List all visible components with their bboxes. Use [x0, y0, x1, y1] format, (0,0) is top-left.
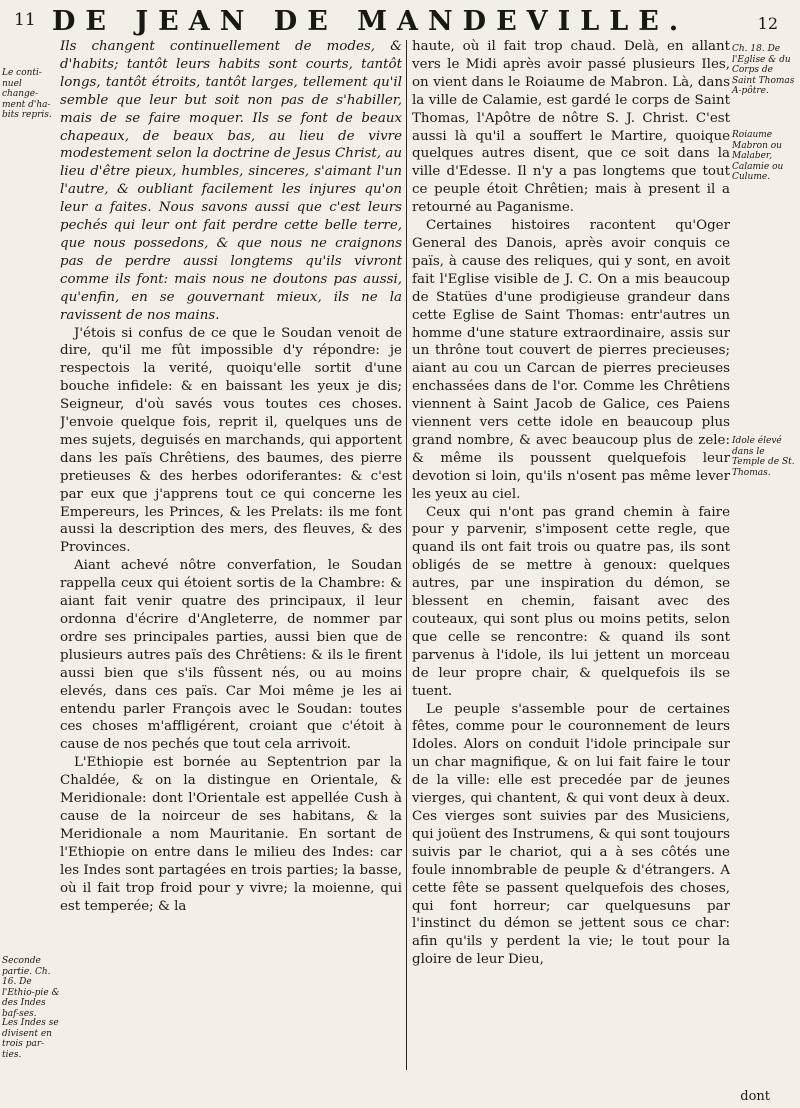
margin-note: Le conti-nuel change-ment d'ha-bits repris. — [2, 68, 52, 120]
paragraph: L'Ethiopie est bornée au Septentrion par la Chaldée, & on la distingue en Orientale, & Meridionale: dont l'Orientale est appellée Cush à cause de la noirceur de ses habitans, & la Meridionale a nom Mauritanie. En sortant de l'Ethiopie on entre dans le milieu des Indes: car les Indes sont partagées en trois parties; la basse, où il fait trop froid pour y vivre; la moienne, qui est temperée; & la — [60, 755, 402, 914]
page-header — [0, 6, 800, 36]
margin-note: Seconde partie. Ch. 16. De l'Ethio-pie & des Indes baf-ses. — [2, 956, 60, 1019]
column-divider — [406, 40, 407, 1070]
margin-note: Roiaume Mabron ou Malaber, Calamie ou Culume. — [732, 130, 784, 182]
paragraph: J'étois si confus de ce que le Soudan venoit de dire, qu'il me fût impossible d'y répondre: je respectois la verité, quoiqu'elle sortit d'une bouche infidele: & en baissant les yeux je dis; Seigneur, d'où savés vous toutes ces choses. J'envoie quelque fois, reprit il, quelques uns de mes sujets, deguisés en marchands, qui apportent dans les païs Chrêtiens, des baumes, des pierre pretieuses & des herbes odoriferantes: & c'est par eux que j'apprens tout ce qui concerne les Empereurs, les Princes, & les Prelats: ils me font aussi la description des mers, des fleuves, & des Provinces. — [60, 325, 402, 556]
right-text-column — [412, 38, 730, 1098]
catchword: dont — [740, 1089, 770, 1104]
margin-note: Ch. 18. De l'Eglise & du Corps de Saint Thomas A-pôtre. — [732, 44, 795, 96]
paragraph: Le peuple s'assemble pour de certaines fêtes, comme pour le couronnement de leurs Idoles. Alors on conduit l'idole principale sur un char magnifique, & on lui fait faire le tour de la ville: elle est precedée par de jeunes vierges, qui chantent, & qui vont deux à deux. Ces vierges sont suivies par des Musiciens, qui joüent des Instrumens, & qui sont toujours suivis par le chariot, qui a à ses côtés une foule innombrable de peuple & d'étrangers. A cette fête se passent quelquefois des choses, qui font horreur; car quelquesuns par l'instinct du démon se jettent sous ce char: afin qu'ils y perdent la vie; le tout pour la gloire de leur Dieu, — [412, 701, 730, 968]
paragraph: Ils changent continuellement de modes, & d'habits; tantôt leurs habits sont courts, tantôt longs, tantôt étroits, tantôt larges, tellement qu'il semble que leur but soit non pas de s'habiller, mais de se faire moquer. Ils se font de beaux chapeaux, de beaux bas, au lieu de vivre modestement selon la doctrine de Jesus Christ, au lieu d'être pieux, humbles, sinceres, s'aimant l'un l'autre, & oubliant facilement les injures qu'on leur a faites. Nous savons aussi que c'est leurs pechés qui leur ont fait perdre cette belle terre, que nous possedons, & que nous ne craignons pas de perdre aussi longtems qu'ils vivront comme ils font: mais nous ne doutons pas aussi, qu'enfin, en se gouvernant mieux, ils ne la ravissent de nos mains. — [60, 39, 402, 323]
paragraph: haute, où il fait trop chaud. Delà, en allant vers le Midi après avoir passé plusieurs Iles, on vient dans le Roiaume de Mabron. Là, dans la ville de Calamie, est gardé le corps de Saint Thomas, l'Apôtre de nôtre S. J. Christ. C'est aussi là qu'il a souffert le Martire, quoique quelques autres disent, que ce soit dans la ville d'Edesse. Il n'y a pas longtems que tout ce peuple étoit Chrêtien; mais à present il a retourné au Paganisme. — [412, 39, 730, 216]
running-head: DE JEAN DE MANDEVILLE. — [52, 6, 689, 37]
paragraph: Ceux qui n'ont pas grand chemin à faire pour y parvenir, s'imposent cette regle, que quand ils ont fait trois ou quatre pas, ils sont obligés de se mettre à genoux: quelques autres, par une inspiration du démon, se blessent en chemin, faisant avec des couteaux, qui sont plus ou moins petits, selon que celle se rencontre: & quand ils sont parvenus à l'idole, ils lui jettent un morceau de leur propre chair, & quelquefois ils se tuent. — [412, 504, 730, 699]
paragraph: Aiant achevé nôtre converfation, le Soudan rappella ceux qui étoient sortis de la Chambre: & aiant fait venir quatre des principaux, il leur ordonna d'écrire d'Angleterre, de nommer par ordre ses principales parties, aussi bien que de plusieurs autres païs des Chrêtiens: & ils le firent aussi bien que s'ils fûssent nés, ou au moins elevés, dans ces païs. Car Moi même je les ai entendu parler François avec le Soudan: toutes ces choses m'affligérent, croiant que c'étoit à cause de nos pechés que tout cela arrivoit. — [60, 558, 402, 753]
paragraph: Certaines histoires racontent qu'Oger General des Danois, après avoir conquis ce païs, à cause des reliques, qui y sont, en avoit fait l'Eglise visible de J. C. On a mis beaucoup de Statües d'une prodigieuse grandeur dans cette Eglise de Saint Thomas: entr'autres un homme d'une stature extraordinaire, assis sur un thrône tout couvert de pierres precieuses; aiant au cou un Carcan de pierres precieuses enchassées dans de l'or. Comme les Chrêtiens viennent à Saint Jacob de Galice, ces Paiens viennent vers cette idole en beaucoup plus grand nombre, & avec beaucoup plus de zele: & même ils poussent quelquefois leur devotion si loin, qu'ils n'osent pas même lever les yeux au ciel. — [412, 218, 730, 502]
page-number-right: 12 — [757, 14, 778, 33]
left-text-column — [60, 38, 402, 1098]
right-margin-notes — [732, 38, 798, 1058]
page-number-left: 11 — [14, 10, 36, 30]
left-margin-notes — [2, 68, 60, 1088]
margin-note: Les Indes se divisent en trois par-ties. — [2, 1018, 59, 1060]
margin-note: Idole élevé dans le Temple de St. Thomas. — [732, 436, 795, 478]
